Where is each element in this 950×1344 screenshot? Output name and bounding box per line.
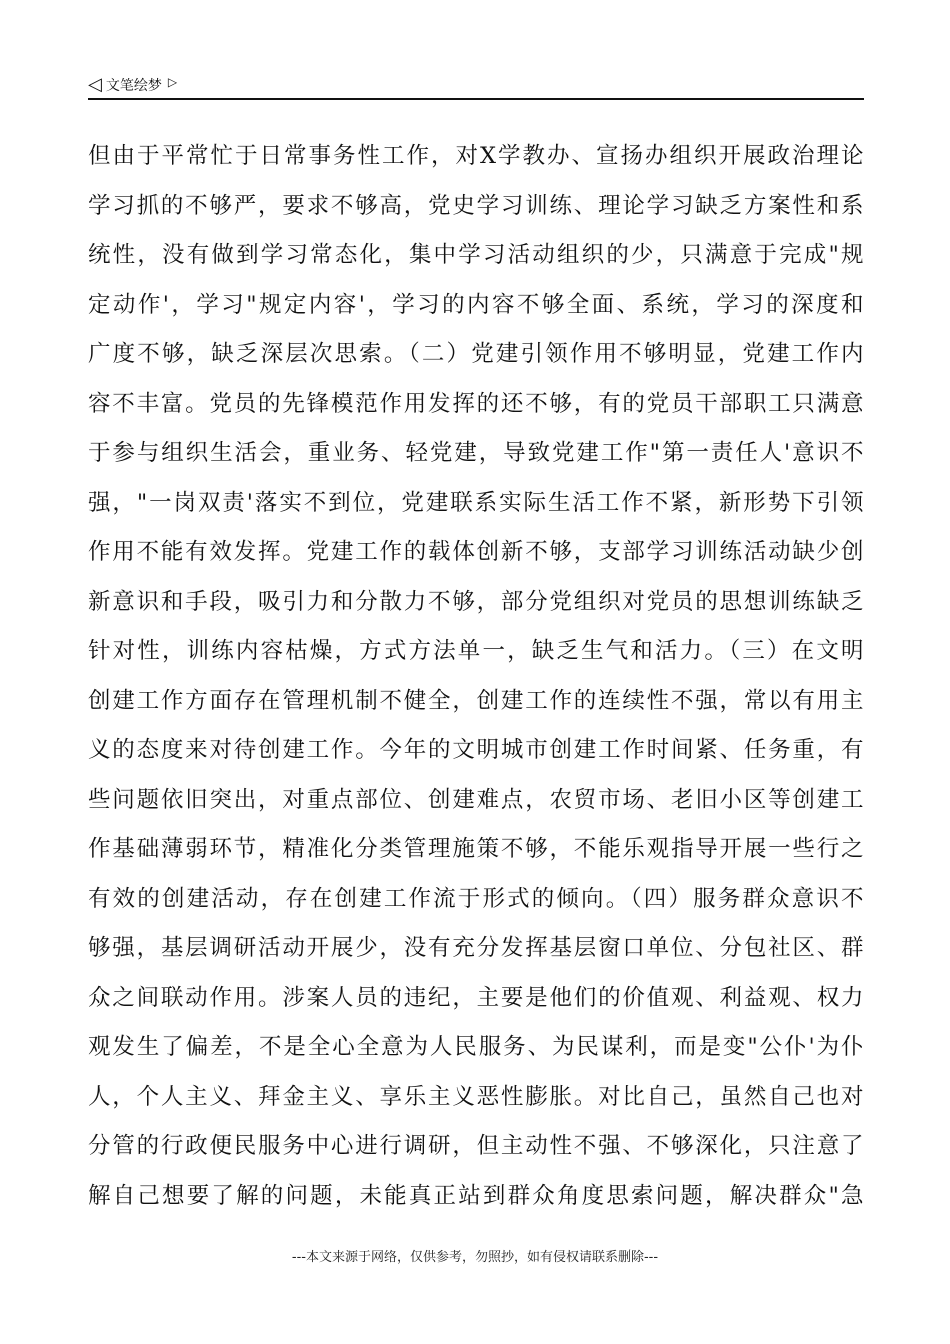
body-line: 分管的行政便民服务中心进行调研，但主动性不强、不够深化，只注意了 [88,1133,864,1159]
body-line: 于参与组织生活会，重业务、轻党建，导致党建工作"第一责任人'意识不 [88,440,864,466]
body-line: 容不丰富。党员的先锋模范作用发挥的还不够，有的党员干部职工只满意 [88,390,864,417]
body-line: 作基础薄弱环节，精准化分类管理施策不够，不能乐观指导开展一些行之 [88,836,864,862]
body-line: 人，个人主义、拜金主义、享乐主义恶性膨胀。对比自己，虽然自己也对 [88,1083,864,1110]
body-line: 学习抓的不够严，要求不够高，党史学习训练、理论学习缺乏方案性和系 [88,192,864,219]
body-line: 解自己想要了解的问题，未能真正站到群众角度思索问题，解决群众"急 [88,1182,864,1209]
body-line: 创建工作方面存在管理机制不健全，创建工作的连续性不强，常以有用主 [88,687,864,714]
page-header [88,72,864,98]
body-line: 新意识和手段，吸引力和分散力不够，部分党组织对党员的思想训练缺乏 [88,588,864,615]
body-line: 些问题依旧突出，对重点部位、创建难点，农贸市场、老旧小区等创建工 [88,786,864,813]
body-line: 够强，基层调研活动开展少，没有充分发挥基层窗口单位、分包社区、群 [88,935,864,961]
body-line: 众之间联动作用。涉案人员的违纪，主要是他们的价值观、利益观、权力 [88,984,864,1011]
body-line: 但由于平常忙于日常事务性工作，对X学教办、宣扬办组织开展政治理论 [88,143,864,169]
body-line: 定动作'，学习"规定内容'，学习的内容不够全面、系统，学习的深度和 [88,291,864,318]
body-line: 作用不能有效发挥。党建工作的载体创新不够，支部学习训练活动缺少创 [88,539,864,565]
triangle-right-outline-icon: ▷ [167,75,178,89]
body-line: 统性，没有做到学习常态化，集中学习活动组织的少，只满意于完成"规 [88,242,864,268]
body-line: 义的态度来对待创建工作。今年的文明城市创建工作时间紧、任务重，有 [88,737,864,763]
body-line: 强，"一岗双责'落实不到位，党建联系实际生活工作不紧，新形势下引领 [88,489,864,516]
body-line: 观发生了偏差，不是全心全意为人民服务、为民谋利，而是变"公仆'为仆 [88,1034,864,1060]
header-title: 文笔绘梦 [105,78,162,94]
footer-disclaimer: ---本文来源于网络，仅供参考，勿照抄，如有侵权请联系删除--- [291,1250,659,1265]
body-line: 有效的创建活动，存在创建工作流于形式的倾向。（四）服务群众意识不 [88,885,864,912]
body-text [88,132,864,1221]
triangle-left-outline-icon: ◁ [88,74,102,95]
body-line: 针对性，训练内容枯燥，方式方法单一，缺乏生气和活力。（三）在文明 [88,638,864,664]
body-line: 广度不够，缺乏深层次思索。（二）党建引领作用不够明显，党建工作内 [88,341,864,367]
header-divider [88,98,864,100]
